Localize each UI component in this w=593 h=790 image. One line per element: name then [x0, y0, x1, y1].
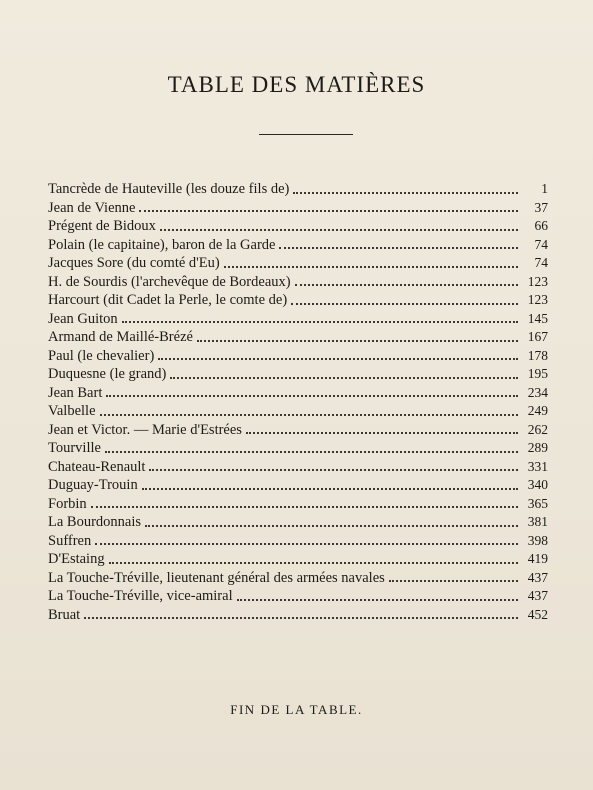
toc-entry-page: 331	[527, 458, 548, 474]
toc-entry-page: 123	[527, 292, 548, 307]
toc-entry-page: 249	[527, 403, 548, 418]
toc-entry-title: Valbelle	[48, 403, 96, 419]
title-rule	[259, 134, 353, 135]
toc-entry-page: 74	[534, 236, 548, 252]
toc-entry	[48, 439, 548, 458]
toc-entry-title: Polain (le capitaine), baron de la Garde	[48, 236, 276, 253]
end-of-table-note: FIN DE LA TABLE.	[230, 702, 363, 717]
toc-entry-title: Harcourt (dit Cadet la Perle, le comte de)	[48, 292, 288, 308]
toc-entry	[48, 513, 548, 532]
toc-entry-page: 167	[527, 329, 548, 344]
toc-entry-page: 262	[527, 421, 548, 437]
toc-entry-page: 419	[527, 551, 548, 566]
toc-leader-dots	[389, 580, 518, 582]
toc-entry	[48, 402, 548, 421]
toc-entry-title: Duquesne (le grand)	[48, 366, 167, 382]
toc-entry	[48, 476, 548, 495]
toc-entry-page: 398	[527, 532, 548, 548]
toc-entry	[48, 236, 548, 255]
toc-entry-title: Tourville	[48, 440, 101, 456]
toc-entry	[48, 587, 548, 606]
toc-entry-page: 123	[527, 273, 548, 289]
toc-leader-dots	[145, 525, 518, 527]
toc-entry-title: Jean Bart	[48, 384, 103, 401]
toc-entry-title: La Touche-Tréville, lieutenant général des armées navales	[48, 569, 385, 586]
toc-entry	[48, 199, 548, 218]
toc-entry	[48, 606, 548, 625]
toc-entry-title: Jean de Vienne	[48, 199, 136, 216]
toc-leader-dots	[170, 377, 518, 379]
toc-leader-dots	[295, 284, 518, 286]
toc-leader-dots	[160, 229, 518, 231]
table-of-contents	[48, 180, 548, 624]
toc-leader-dots	[139, 210, 518, 212]
toc-leader-dots	[291, 303, 518, 305]
toc-leader-dots	[246, 432, 518, 434]
toc-entry	[48, 180, 548, 199]
toc-leader-dots	[95, 543, 518, 545]
toc-entry-page: 289	[527, 440, 548, 455]
toc-leader-dots	[105, 451, 518, 453]
toc-leader-dots	[149, 469, 518, 471]
toc-entry	[48, 254, 548, 273]
toc-entry	[48, 328, 548, 347]
toc-entry	[48, 347, 548, 366]
toc-entry-page: 178	[527, 347, 548, 363]
toc-entry-title: Jacques Sore (du comté d'Eu)	[48, 255, 220, 271]
toc-entry	[48, 217, 548, 236]
toc-leader-dots	[279, 247, 518, 249]
toc-entry-title: Prégent de Bidoux	[48, 218, 156, 234]
toc-entry-title: Forbin	[48, 495, 87, 512]
toc-entry-page: 365	[527, 495, 548, 511]
toc-leader-dots	[237, 599, 518, 601]
toc-entry	[48, 421, 548, 440]
toc-leader-dots	[122, 321, 518, 323]
toc-entry-page: 234	[527, 384, 548, 400]
toc-entry-page: 145	[527, 310, 548, 326]
toc-entry-title: La Bourdonnais	[48, 514, 142, 530]
toc-leader-dots	[224, 266, 518, 268]
toc-entry-title: La Touche-Tréville, vice-amiral	[48, 588, 233, 604]
toc-entry	[48, 532, 548, 551]
toc-leader-dots	[158, 358, 518, 360]
toc-leader-dots	[293, 192, 518, 194]
toc-leader-dots	[197, 340, 518, 342]
toc-entry-title: Armand de Maillé-Brézé	[48, 329, 193, 345]
toc-entry-title: H. de Sourdis (l'archevêque de Bordeaux)	[48, 273, 291, 290]
toc-entry	[48, 291, 548, 310]
toc-entry-title: Tancrède de Hauteville (les douze fils de)	[48, 181, 290, 197]
page-title: TABLE DES MATIÈRES	[167, 72, 426, 97]
toc-entry	[48, 310, 548, 329]
toc-leader-dots	[84, 617, 518, 619]
toc-entry-page: 381	[527, 514, 548, 529]
toc-entry-page: 1	[541, 181, 548, 196]
toc-entry	[48, 495, 548, 514]
toc-entry	[48, 365, 548, 384]
toc-entry-page: 437	[527, 588, 548, 603]
toc-entry-title: D'Estaing	[48, 551, 105, 567]
toc-leader-dots	[91, 506, 518, 508]
toc-entry-title: Paul (le chevalier)	[48, 347, 155, 364]
toc-entry-title: Jean et Victor. — Marie d'Estrées	[48, 421, 242, 438]
toc-leader-dots	[106, 395, 518, 397]
toc-entry-page: 37	[534, 199, 548, 215]
toc-entry	[48, 458, 548, 477]
toc-entry	[48, 550, 548, 569]
toc-entry-page: 195	[527, 366, 548, 381]
toc-entry-title: Jean Guiton	[48, 310, 118, 327]
toc-entry	[48, 273, 548, 292]
toc-entry-title: Chateau-Renault	[48, 458, 146, 475]
toc-entry-page: 452	[527, 606, 548, 622]
toc-entry-page: 74	[534, 255, 548, 270]
toc-entry-page: 340	[527, 477, 548, 492]
toc-entry-page: 437	[527, 569, 548, 585]
toc-entry-page: 66	[534, 218, 548, 233]
toc-leader-dots	[109, 562, 518, 564]
toc-entry-title: Duguay-Trouin	[48, 477, 138, 493]
toc-entry-title: Suffren	[48, 532, 92, 549]
toc-entry	[48, 569, 548, 588]
toc-entry-title: Bruat	[48, 606, 81, 623]
toc-leader-dots	[142, 488, 518, 490]
toc-leader-dots	[100, 414, 518, 416]
toc-entry	[48, 384, 548, 403]
